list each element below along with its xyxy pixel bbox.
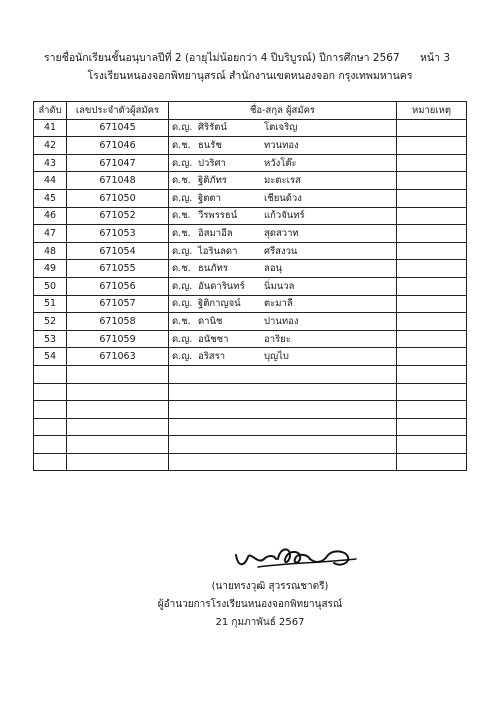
last-name: ศรีสงวน	[264, 245, 298, 257]
name-prefix: ด.ช.	[172, 210, 191, 222]
first-name: ปวริศา	[198, 157, 226, 169]
empty-cell	[34, 365, 67, 383]
cell-order: 45	[34, 189, 67, 207]
cell-name	[169, 260, 397, 278]
empty-cell	[397, 453, 467, 471]
cell-applicant-id: 671048	[67, 172, 169, 190]
name-prefix: ด.ญ.	[172, 351, 193, 363]
cell-order: 54	[34, 348, 67, 366]
table-row	[34, 154, 467, 172]
cell-order: 51	[34, 295, 67, 313]
cell-applicant-id: 671046	[67, 137, 169, 155]
column-header-applicant-id: เลขประจำตัวผู้สมัคร	[67, 102, 169, 120]
cell-name	[169, 172, 397, 190]
cell-applicant-id: 671058	[67, 313, 169, 331]
name-prefix: ด.ช.	[172, 263, 191, 275]
first-name: ดานิช	[198, 315, 223, 327]
cell-remark	[397, 189, 467, 207]
first-name: ฐิติกาญจน์	[198, 298, 241, 310]
empty-cell	[397, 418, 467, 436]
first-name: ศิริรัตน์	[198, 122, 227, 134]
cell-order: 46	[34, 207, 67, 225]
empty-cell	[169, 365, 397, 383]
cell-name	[169, 154, 397, 172]
empty-cell	[397, 383, 467, 401]
cell-remark	[397, 154, 467, 172]
last-name: หวังโต๊ะ	[264, 157, 297, 169]
cell-applicant-id: 671045	[67, 119, 169, 137]
last-name: ตะมาลี	[264, 298, 293, 310]
cell-applicant-id: 671057	[67, 295, 169, 313]
cell-applicant-id: 671059	[67, 330, 169, 348]
first-name: ฐิติภัทร	[198, 175, 228, 187]
first-name: ฐิตตา	[198, 192, 221, 204]
cell-applicant-id: 671056	[67, 277, 169, 295]
name-prefix: ด.ญ.	[172, 280, 193, 292]
signer-position: ผู้อำนวยการโรงเรียนหนองจอกพิทยานุสรณ์	[157, 599, 343, 610]
document-title-line2: โรงเรียนหนองจอกพิทยานุสรณ์ สำนักงานเขตหนองจอก กรุงเทพมหานคร	[87, 70, 413, 82]
signer-name: (นายทรงวุฒิ สุวรรณชาตรี)	[211, 581, 329, 592]
cell-name	[169, 225, 397, 243]
name-prefix: ด.ช.	[172, 315, 191, 327]
cell-remark	[397, 348, 467, 366]
table-row	[34, 172, 467, 190]
last-name: ลอนุ	[264, 263, 283, 275]
empty-cell	[67, 436, 169, 454]
last-name: ปานทอง	[264, 315, 299, 327]
last-name: เชียนด้วง	[264, 192, 302, 204]
table-row	[34, 277, 467, 295]
table-row	[34, 242, 467, 260]
empty-cell	[169, 418, 397, 436]
first-name: ธนภัทร	[198, 263, 228, 275]
empty-cell	[397, 401, 467, 419]
empty-cell	[67, 401, 169, 419]
table-row	[34, 137, 467, 155]
empty-cell	[67, 453, 169, 471]
empty-cell	[169, 453, 397, 471]
table-header-row	[34, 102, 467, 120]
empty-cell	[169, 383, 397, 401]
table-row	[34, 330, 467, 348]
cell-applicant-id: 671055	[67, 260, 169, 278]
first-name: อิสมาอีล	[198, 227, 233, 239]
cell-name	[169, 189, 397, 207]
cell-order: 50	[34, 277, 67, 295]
name-prefix: ด.ญ.	[172, 122, 193, 134]
empty-cell	[34, 418, 67, 436]
name-prefix: ด.ช.	[172, 227, 191, 239]
first-name: วีรพรรธน์	[198, 210, 238, 222]
last-name: บุญไบ	[264, 351, 289, 363]
cell-remark	[397, 137, 467, 155]
table-row	[34, 348, 467, 366]
cell-remark	[397, 172, 467, 190]
column-header-order: ลำดับ	[34, 102, 67, 120]
table-row	[34, 119, 467, 137]
cell-order: 44	[34, 172, 67, 190]
cell-remark	[397, 330, 467, 348]
table-row	[34, 260, 467, 278]
cell-applicant-id: 671047	[67, 154, 169, 172]
empty-cell	[397, 436, 467, 454]
cell-remark	[397, 277, 467, 295]
page-number: หน้า 3	[420, 52, 451, 64]
empty-cell	[169, 401, 397, 419]
table-row-empty	[34, 401, 467, 419]
cell-remark	[397, 225, 467, 243]
empty-cell	[34, 383, 67, 401]
table-row-empty	[34, 436, 467, 454]
applicant-table	[33, 101, 467, 471]
last-name: อาริยะ	[264, 333, 291, 345]
last-name: ทวนทอง	[264, 139, 299, 151]
empty-cell	[34, 401, 67, 419]
cell-order: 43	[34, 154, 67, 172]
cell-applicant-id: 671063	[67, 348, 169, 366]
cell-name	[169, 348, 397, 366]
cell-order: 49	[34, 260, 67, 278]
name-prefix: ด.ญ.	[172, 298, 193, 310]
cell-remark	[397, 313, 467, 331]
empty-cell	[34, 436, 67, 454]
cell-order: 42	[34, 137, 67, 155]
table-row-empty	[34, 365, 467, 383]
table-row	[34, 207, 467, 225]
last-name: โตเจริญ	[264, 122, 298, 134]
cell-order: 53	[34, 330, 67, 348]
cell-remark	[397, 207, 467, 225]
cell-applicant-id: 671050	[67, 189, 169, 207]
first-name: อนัชชา	[198, 333, 229, 345]
cell-order: 41	[34, 119, 67, 137]
cell-applicant-id: 671054	[67, 242, 169, 260]
cell-applicant-id: 671053	[67, 225, 169, 243]
column-header-name: ชื่อ-สกุล ผู้สมัคร	[169, 102, 397, 120]
cell-name	[169, 207, 397, 225]
cell-remark	[397, 295, 467, 313]
cell-name	[169, 277, 397, 295]
cell-name	[169, 295, 397, 313]
cell-order: 47	[34, 225, 67, 243]
name-prefix: ด.ญ.	[172, 333, 193, 345]
table-row	[34, 295, 467, 313]
table-row-empty	[34, 418, 467, 436]
last-name: สุดสวาท	[264, 227, 299, 239]
empty-cell	[67, 383, 169, 401]
table-row	[34, 225, 467, 243]
cell-name	[169, 313, 397, 331]
cell-order: 48	[34, 242, 67, 260]
cell-name	[169, 119, 397, 137]
name-prefix: ด.ช.	[172, 175, 191, 187]
name-prefix: ด.ช.	[172, 139, 191, 151]
table-body	[34, 119, 467, 471]
empty-cell	[67, 365, 169, 383]
last-name: แก้วจันทร์	[264, 210, 305, 222]
name-prefix: ด.ญ.	[172, 245, 193, 257]
signature-date: 21 กุมภาพันธ์ 2567	[215, 617, 305, 628]
cell-remark	[397, 260, 467, 278]
table-row-empty	[34, 453, 467, 471]
table-row	[34, 189, 467, 207]
empty-cell	[397, 365, 467, 383]
document-title-line1: รายชื่อนักเรียนชั้นอนุบาลปีที่ 2 (อายุไม่น้อยกว่า 4 ปีบริบูรณ์) ปีการศึกษา 2567	[44, 52, 400, 64]
cell-name	[169, 137, 397, 155]
cell-name	[169, 330, 397, 348]
cell-applicant-id: 671052	[67, 207, 169, 225]
table-row-empty	[34, 383, 467, 401]
first-name: ไอรินลดา	[198, 245, 238, 257]
name-prefix: ด.ญ.	[172, 157, 193, 169]
empty-cell	[169, 436, 397, 454]
name-prefix: ด.ญ.	[172, 192, 193, 204]
cell-name	[169, 242, 397, 260]
last-name: มะตะเรส	[264, 175, 301, 187]
table-row	[34, 313, 467, 331]
cell-order: 52	[34, 313, 67, 331]
signature-image	[228, 541, 368, 573]
empty-cell	[34, 453, 67, 471]
empty-cell	[67, 418, 169, 436]
first-name: อริสรา	[198, 351, 226, 363]
first-name: ธนรัช	[198, 139, 222, 151]
cell-remark	[397, 242, 467, 260]
column-header-remark: หมายเหตุ	[397, 102, 467, 120]
cell-remark	[397, 119, 467, 137]
first-name: อันดารินทร์	[198, 280, 245, 292]
last-name: นิ่มนวล	[264, 280, 295, 292]
